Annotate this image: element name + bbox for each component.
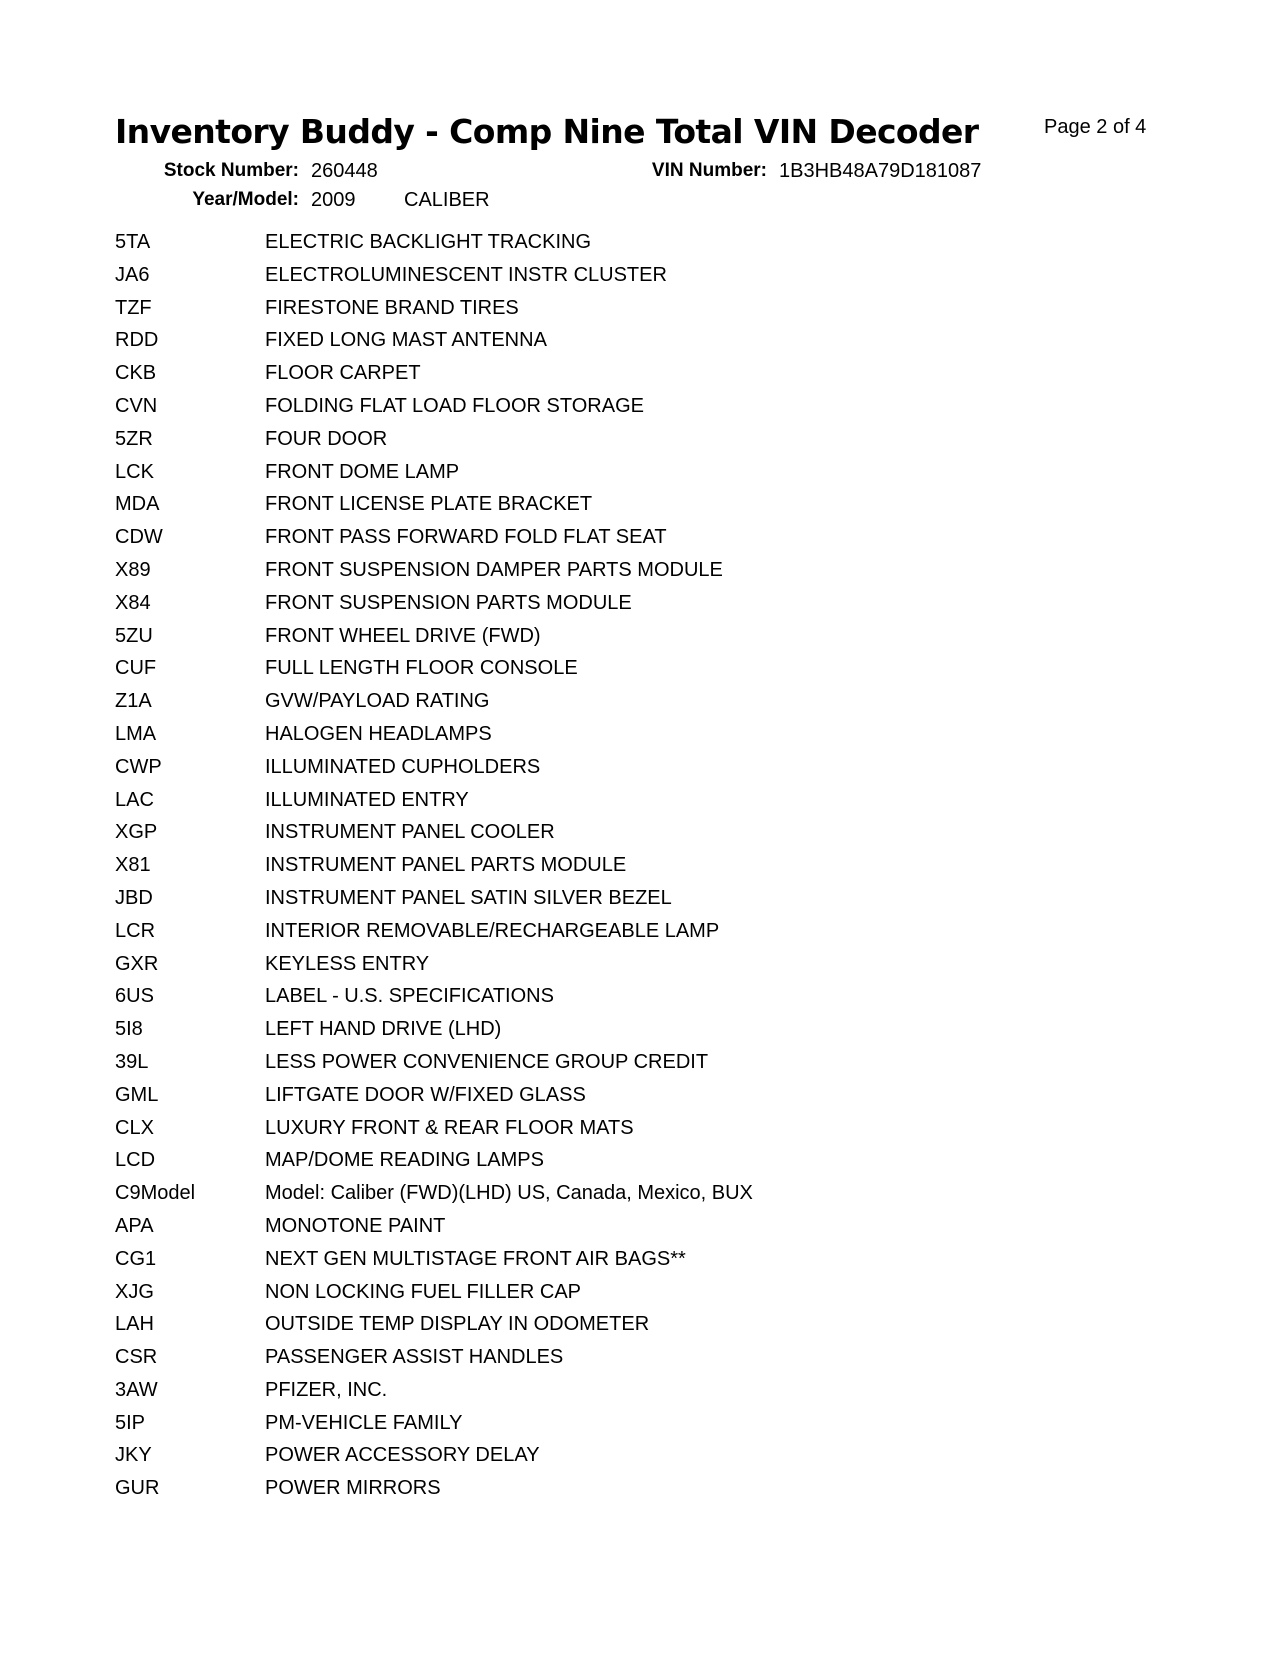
- option-row: [115, 521, 1115, 554]
- option-code: LCR: [115, 919, 156, 942]
- option-description: FLOOR CARPET: [265, 362, 421, 385]
- option-row: [115, 1439, 1115, 1472]
- option-row: [115, 1308, 1115, 1341]
- year-model-label: Year/Model:: [192, 189, 299, 210]
- option-row: [115, 915, 1115, 948]
- option-description: INSTRUMENT PANEL PARTS MODULE: [265, 854, 627, 877]
- option-code: 5I8: [115, 1018, 143, 1041]
- option-description: NEXT GEN MULTISTAGE FRONT AIR BAGS**: [265, 1247, 686, 1270]
- option-code: RDD: [115, 329, 159, 352]
- option-description: ELECTROLUMINESCENT INSTR CLUSTER: [265, 263, 667, 286]
- option-row: [115, 1341, 1115, 1374]
- option-description: FIRESTONE BRAND TIRES: [265, 296, 519, 319]
- option-code: CKB: [115, 362, 157, 385]
- option-row: [115, 784, 1115, 817]
- option-code: CG1: [115, 1247, 157, 1270]
- option-description: ELECTRIC BACKLIGHT TRACKING: [265, 231, 591, 253]
- option-code: CLX: [115, 1116, 154, 1139]
- option-row: [115, 1243, 1115, 1276]
- option-code: CVN: [115, 394, 158, 417]
- option-code: XJG: [115, 1280, 154, 1303]
- option-description: INSTRUMENT PANEL SATIN SILVER BEZEL: [265, 886, 672, 909]
- option-description: Model: Caliber (FWD)(LHD) US, Canada, Mexico, BUX: [265, 1182, 753, 1205]
- option-code: LCD: [115, 1149, 156, 1172]
- vin-number-label: VIN Number:: [651, 160, 767, 181]
- option-row: [115, 718, 1115, 751]
- option-description: FRONT DOME LAMP: [265, 460, 460, 483]
- option-row: [115, 948, 1115, 981]
- stock-number-value: 260448: [311, 160, 378, 182]
- option-code: C9Model: [115, 1182, 196, 1205]
- option-description: OUTSIDE TEMP DISPLAY IN ODOMETER: [265, 1313, 650, 1336]
- page-title: Inventory Buddy - Comp Nine Total VIN Decoder: [115, 112, 979, 151]
- option-description: LESS POWER CONVENIENCE GROUP CREDIT: [265, 1050, 709, 1073]
- option-code: XGP: [115, 821, 158, 844]
- option-code: 6US: [115, 985, 154, 1008]
- option-row: [115, 816, 1115, 849]
- option-row: [115, 980, 1115, 1013]
- option-description: HALOGEN HEADLAMPS: [265, 722, 492, 745]
- option-code: GML: [115, 1083, 159, 1106]
- option-row: [115, 1472, 1115, 1505]
- option-description: MAP/DOME READING LAMPS: [265, 1149, 544, 1172]
- option-description: FRONT PASS FORWARD FOLD FLAT SEAT: [265, 526, 667, 549]
- option-row: [115, 1276, 1115, 1309]
- option-description: FOUR DOOR: [265, 427, 388, 450]
- option-code: APA: [115, 1214, 154, 1237]
- option-description: MONOTONE PAINT: [265, 1214, 446, 1237]
- option-row: [115, 390, 1115, 423]
- option-code: LAC: [115, 788, 154, 811]
- options-list: [115, 226, 1115, 1505]
- option-code: 39L: [115, 1050, 149, 1073]
- option-code: GXR: [115, 952, 159, 975]
- option-row: [115, 1374, 1115, 1407]
- option-description: PM-VEHICLE FAMILY: [265, 1411, 463, 1434]
- option-code: 5ZR: [115, 427, 153, 450]
- option-row: [115, 849, 1115, 882]
- option-row: [115, 1210, 1115, 1243]
- option-code: 5IP: [115, 1411, 146, 1434]
- option-code: CSR: [115, 1346, 158, 1369]
- option-code: JA6: [115, 263, 150, 286]
- option-description: FRONT LICENSE PLATE BRACKET: [265, 493, 593, 516]
- option-row: [115, 456, 1115, 489]
- option-description: LEFT HAND DRIVE (LHD): [265, 1018, 502, 1041]
- option-description: FRONT SUSPENSION PARTS MODULE: [265, 591, 632, 614]
- option-description: POWER ACCESSORY DELAY: [265, 1444, 540, 1467]
- option-code: Z1A: [115, 690, 152, 713]
- option-row: [115, 751, 1115, 784]
- year-value: 2009: [311, 189, 356, 211]
- option-description: FIXED LONG MAST ANTENNA: [265, 329, 547, 352]
- page-indicator: Page 2 of 4: [1044, 116, 1147, 138]
- option-code: JKY: [115, 1444, 152, 1467]
- option-row: [115, 488, 1115, 521]
- option-code: 3AW: [115, 1378, 158, 1401]
- option-row: [115, 1013, 1115, 1046]
- option-code: CDW: [115, 526, 163, 549]
- option-code: LAH: [115, 1313, 154, 1336]
- option-row: [115, 882, 1115, 915]
- option-code: LCK: [115, 460, 154, 483]
- option-description: ILLUMINATED CUPHOLDERS: [265, 755, 541, 778]
- option-row: [115, 620, 1115, 653]
- option-row: [115, 587, 1115, 620]
- option-code: X89: [115, 558, 151, 581]
- option-row: [115, 1144, 1115, 1177]
- option-description: POWER MIRRORS: [265, 1477, 441, 1500]
- option-code: CUF: [115, 657, 157, 680]
- option-description: PASSENGER ASSIST HANDLES: [265, 1346, 564, 1369]
- option-code: JBD: [115, 886, 153, 909]
- option-description: INTERIOR REMOVABLE/RECHARGEABLE LAMP: [265, 919, 720, 942]
- option-code: X84: [115, 591, 151, 614]
- option-description: ILLUMINATED ENTRY: [265, 788, 469, 811]
- option-description: FULL LENGTH FLOOR CONSOLE: [265, 657, 578, 680]
- model-value: CALIBER: [404, 189, 490, 211]
- option-row: [115, 685, 1115, 718]
- option-description: KEYLESS ENTRY: [265, 952, 430, 975]
- option-description: LABEL - U.S. SPECIFICATIONS: [265, 985, 554, 1008]
- option-description: FRONT WHEEL DRIVE (FWD): [265, 624, 541, 647]
- option-row: [115, 357, 1115, 390]
- option-description: FOLDING FLAT LOAD FLOOR STORAGE: [265, 394, 644, 417]
- option-code: GUR: [115, 1477, 160, 1500]
- option-row: [115, 1046, 1115, 1079]
- option-description: GVW/PAYLOAD RATING: [265, 690, 490, 713]
- option-row: [115, 226, 1115, 259]
- option-description: INSTRUMENT PANEL COOLER: [265, 821, 555, 844]
- option-row: [115, 423, 1115, 456]
- option-row: [115, 1407, 1115, 1440]
- option-row: [115, 1079, 1115, 1112]
- option-description: LUXURY FRONT & REAR FLOOR MATS: [265, 1116, 634, 1139]
- option-row: [115, 652, 1115, 685]
- option-row: [115, 292, 1115, 325]
- option-row: [115, 1112, 1115, 1145]
- option-row: [115, 1177, 1115, 1210]
- vin-number-value: 1B3HB48A79D181087: [779, 160, 982, 182]
- option-code: MDA: [115, 493, 160, 516]
- option-code: CWP: [115, 755, 162, 778]
- option-description: NON LOCKING FUEL FILLER CAP: [265, 1280, 581, 1303]
- option-description: FRONT SUSPENSION DAMPER PARTS MODULE: [265, 558, 723, 581]
- option-row: [115, 554, 1115, 587]
- option-code: 5TA: [115, 231, 151, 253]
- option-code: TZF: [115, 296, 152, 319]
- option-code: LMA: [115, 722, 157, 745]
- stock-number-label: Stock Number:: [163, 160, 299, 181]
- option-description: PFIZER, INC.: [265, 1378, 388, 1401]
- option-code: 5ZU: [115, 624, 153, 647]
- option-description: LIFTGATE DOOR W/FIXED GLASS: [265, 1083, 586, 1106]
- option-code: X81: [115, 854, 151, 877]
- option-row: [115, 324, 1115, 357]
- option-row: [115, 259, 1115, 292]
